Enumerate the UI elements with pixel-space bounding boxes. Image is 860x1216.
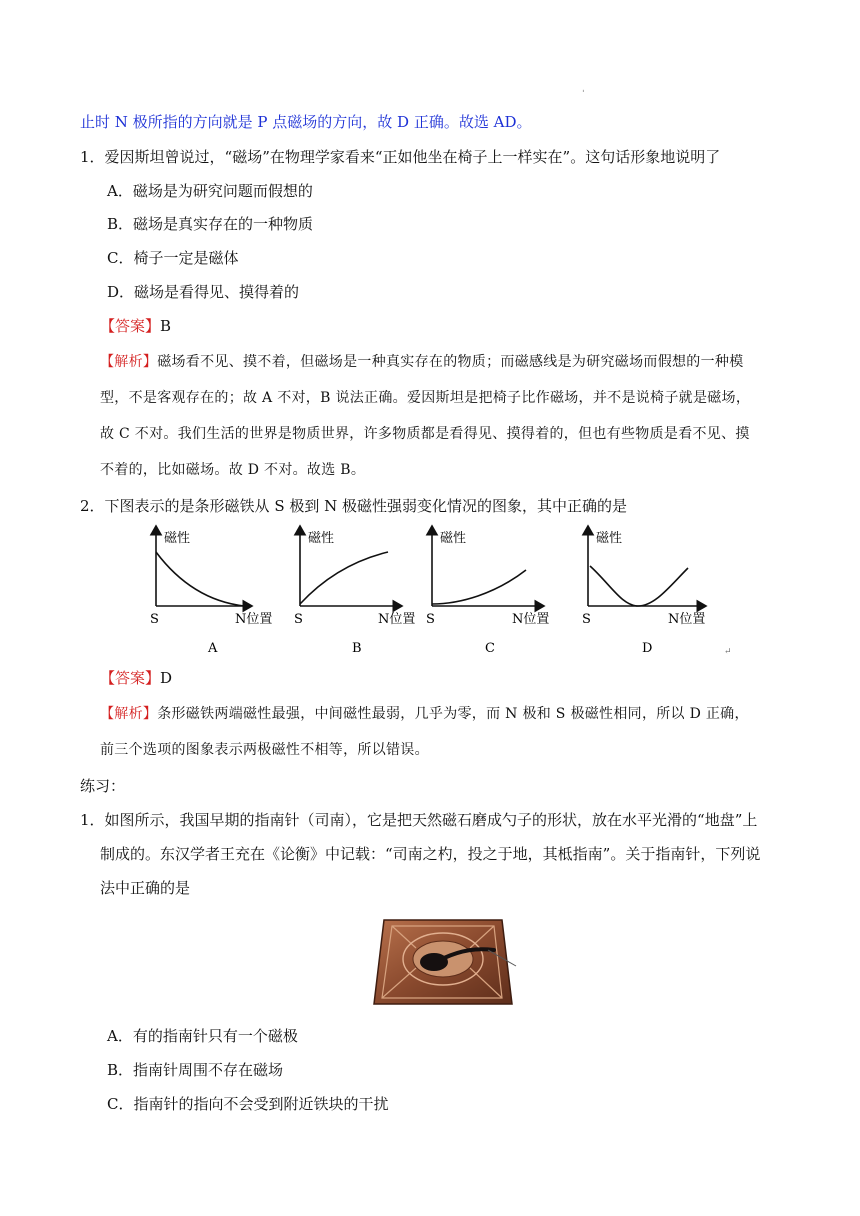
graph-c bbox=[426, 526, 549, 656]
page-mark: ˈ bbox=[582, 90, 585, 100]
graph-a bbox=[150, 526, 272, 656]
graph-b-caption: B bbox=[352, 641, 362, 656]
p1-stem-1: 1．如图所示，我国早期的指南针（司南），它是把天然磁石磨成勺子的形状，放在水平光滑的“地盘”上 bbox=[80, 811, 758, 829]
q1-analysis-3: 故 C 不对。我们生活的世界是物质世界，许多物质都是看得见、摸得着的，但也有些物质是看不见、摸 bbox=[100, 426, 750, 442]
analysis-tag: 【解析】 bbox=[100, 354, 158, 370]
analysis-tag: 【解析】 bbox=[100, 706, 158, 722]
graph-c-x-start: S bbox=[426, 612, 435, 627]
graph-d bbox=[582, 526, 706, 656]
q1-stem: 1．爱因斯坦曾说过，“磁场”在物理学家看来“正如他坐在椅子上一样实在”。这句话形象地说明了 bbox=[80, 148, 721, 166]
q1-option-a: A．磁场是为研究问题而假想的 bbox=[107, 182, 313, 200]
graph-c-x-end: N位置 bbox=[512, 612, 550, 627]
graph-d-y-label: 磁性 bbox=[596, 531, 623, 546]
graph-d-x-end: N位置 bbox=[668, 612, 706, 627]
return-mark-icon: ↵ bbox=[724, 647, 732, 657]
graph-c-y-label: 磁性 bbox=[440, 531, 467, 546]
q1-analysis-1 bbox=[100, 352, 744, 372]
answer-tag: 【答案】 bbox=[100, 669, 161, 687]
q1-analysis-4: 不着的，比如磁场。故 D 不对。故选 B。 bbox=[100, 462, 366, 478]
p1-option-b: B．指南针周围不存在磁场 bbox=[107, 1061, 284, 1079]
p1-option-c: C．指南针的指向不会受到附近铁块的干扰 bbox=[107, 1095, 389, 1113]
graph-d-caption: D bbox=[642, 641, 653, 656]
analysis-text: 磁场看不见、摸不着，但磁场是一种真实存在的物质；而磁感线是为研究磁场而假想的一种模 bbox=[157, 354, 744, 370]
graph-a-x-start: S bbox=[150, 612, 159, 627]
q2-analysis-1 bbox=[100, 704, 749, 724]
intro-line: 止时 N 极所指的方向就是 P 点磁场的方向，故 D 正确。故选 AD。 bbox=[80, 113, 532, 131]
practice-heading: 练习： bbox=[80, 777, 126, 795]
graph-b bbox=[294, 526, 415, 656]
answer-value: D bbox=[160, 669, 173, 687]
spoon-bowl bbox=[420, 953, 448, 971]
q2-answer bbox=[100, 668, 172, 688]
answer-tag: 【答案】 bbox=[100, 317, 161, 335]
graph-a-x-end: N位置 bbox=[235, 612, 273, 627]
graph-a-caption: A bbox=[208, 641, 218, 656]
graph-c-caption: C bbox=[485, 641, 495, 656]
p1-stem-2: 制成的。东汉学者王充在《论衡》中记载：“司南之杓，投之于地，其柢指南”。关于指南针，下列说 bbox=[100, 845, 761, 863]
q1-option-c: C．椅子一定是磁体 bbox=[107, 249, 239, 267]
q2-graphs bbox=[140, 522, 760, 657]
graph-c-curve bbox=[432, 570, 526, 604]
q1-analysis-2: 型，不是客观存在的；故 A 不对，B 说法正确。爱因斯坦是把椅子比作磁场，并不是说椅子就是磁场， bbox=[100, 390, 751, 406]
graph-d-curve bbox=[590, 566, 688, 606]
q1-option-b: B．磁场是真实存在的一种物质 bbox=[107, 215, 314, 233]
graph-a-curve bbox=[156, 552, 244, 606]
graph-b-x-start: S bbox=[294, 612, 303, 627]
graph-b-y-label: 磁性 bbox=[308, 531, 335, 546]
q2-stem: 2．下图表示的是条形磁铁从 S 极到 N 极磁性强弱变化情况的图象，其中正确的是 bbox=[80, 497, 628, 515]
q1-option-d: D．磁场是看得见、摸得着的 bbox=[107, 283, 300, 301]
graph-a-y-label: 磁性 bbox=[164, 531, 191, 546]
q1-answer bbox=[100, 316, 171, 336]
p1-stem-3: 法中正确的是 bbox=[100, 879, 191, 897]
graph-b-x-end: N位置 bbox=[378, 612, 416, 627]
analysis-text: 条形磁铁两端磁性最强，中间磁性最弱，几乎为零，而 N 极和 S 极磁性相同，所以 D 正确， bbox=[157, 706, 749, 722]
graph-b-curve bbox=[300, 552, 388, 604]
graph-d-x-start: S bbox=[582, 612, 591, 627]
sinan-compass-image bbox=[370, 912, 520, 1012]
q2-analysis-2: 前三个选项的图象表示两极磁性不相等，所以错误。 bbox=[100, 742, 429, 758]
p1-option-a: A．有的指南针只有一个磁极 bbox=[107, 1027, 298, 1045]
answer-value: B bbox=[160, 317, 172, 335]
